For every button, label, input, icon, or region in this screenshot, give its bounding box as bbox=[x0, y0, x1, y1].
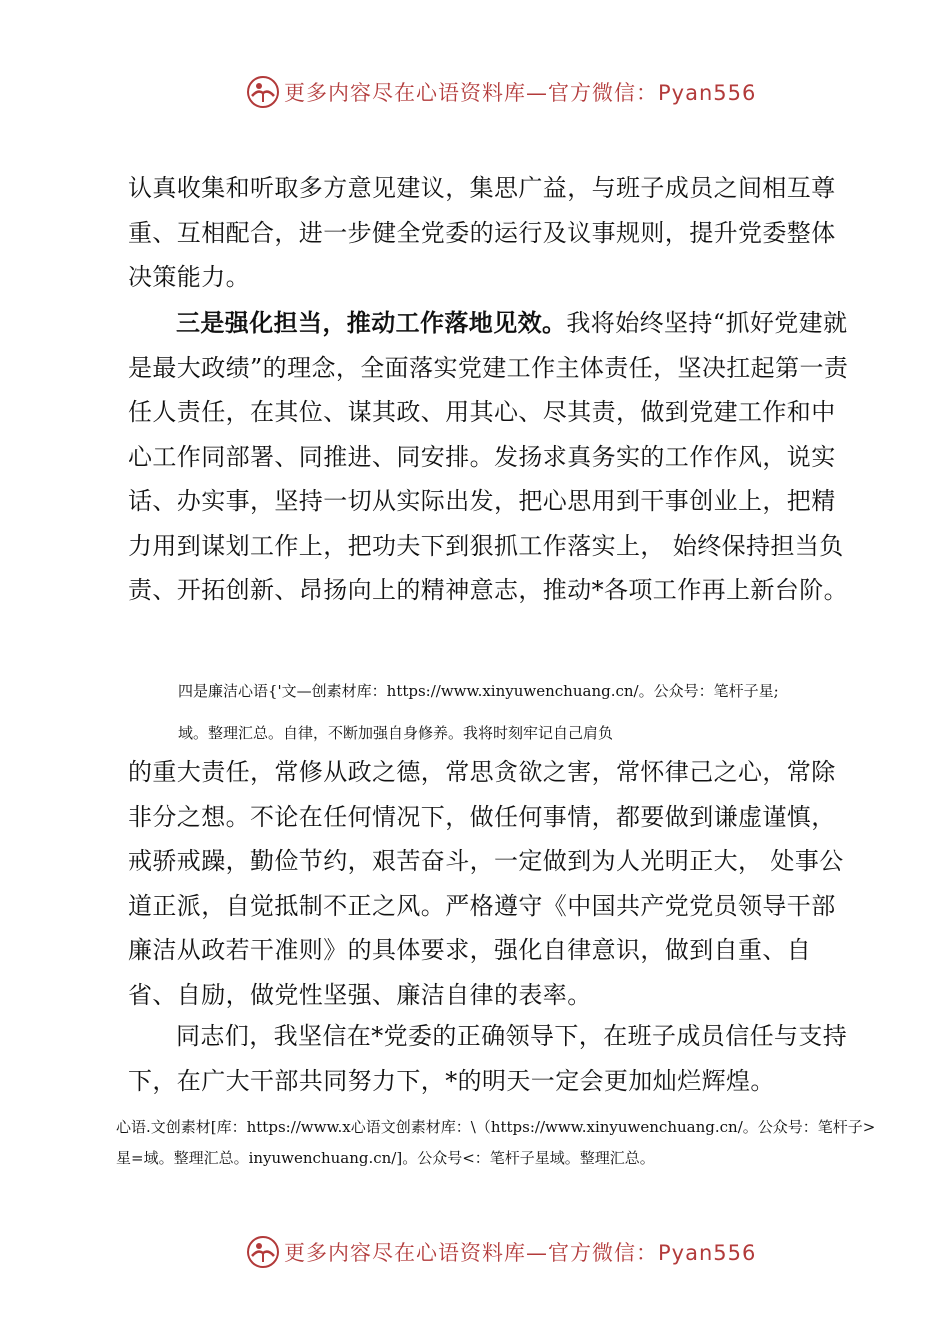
paragraph-closing: 同志们，我坚信在*党委的正确领导下，在班子成员信任与支持下，在广大干部共同努力下，*的明天一定会更加灿烂辉煌。 bbox=[128, 1022, 848, 1095]
header-banner bbox=[246, 72, 756, 112]
paragraph-lead-heading: 三是强化担当，推动工作落地见效。 bbox=[176, 309, 567, 337]
paragraph-responsibility-body: 我将始终坚持“抓好党建就是最大政绩”的理念，全面落实党建工作主体责任，坚决扛起第一责任人责任，在其位、谋其政、用其心、尽其责，做到党建工作和中心工作同部署、同推进、同安排。发扬求真务实的工作作风，说实话、办实事，坚持一切从实际出发，把心思用到干事创业上，把精力用到谋划工作上，把功夫下到狠抓工作落实上， 始终保持担当负责、开拓创新、昂扬向上的精神意志，推动*各项工作再上新台阶。 bbox=[128, 309, 849, 604]
banner-text: 更多内容尽在心语资料库—官方微信：Pyan556 bbox=[284, 81, 757, 105]
watermark-footnote: 心语.文创素材[库：https://www.x心语文创素材库：\（https://www.xinyuwenchuang.cn/。公众号：笔杆子>星=域。整理汇总。inyuwenchuang.cn/]。公众号<：笔杆子星域。整理汇总。 bbox=[116, 1118, 876, 1167]
footer-banner bbox=[246, 1232, 756, 1272]
paragraph-responsibility bbox=[128, 301, 858, 613]
book-logo-icon bbox=[246, 75, 280, 109]
book-logo-icon bbox=[246, 1235, 280, 1269]
small-text-line-2: 域。整理汇总。自律，不断加强自身修养。我将时刻牢记自己肩负 bbox=[178, 724, 614, 742]
paragraph-decision: 认真收集和听取多方意见建议，集思广益，与班子成员之间相互尊重、互相配合，进一步健全党委的运行及议事规则，提升党委整体决策能力。 bbox=[128, 174, 836, 291]
small-text-line-1: 四是廉洁心语{'文—创素材库：https://www.xinyuwenchuang.cn/。公众号：笔杆子星; bbox=[178, 682, 779, 700]
paragraph-integrity: 的重大责任，常修从政之德，常思贪欲之害，常怀律己之心，常除非分之想。不论在任何情况下，做任何事情，都要做到谦虚谨慎，戒骄戒躁，勤俭节约，艰苦奋斗，一定做到为人光明正大， 处事公道正派，自觉抵制不正之风。严格遵守《中国共产党党员领导干部廉洁从政若干准则》的具体要求，强化自律意识，做到自重、自省、自励，做党性坚强、廉洁自律的表率。 bbox=[128, 758, 844, 1009]
banner-text: 更多内容尽在心语资料库—官方微信：Pyan556 bbox=[284, 1241, 757, 1265]
